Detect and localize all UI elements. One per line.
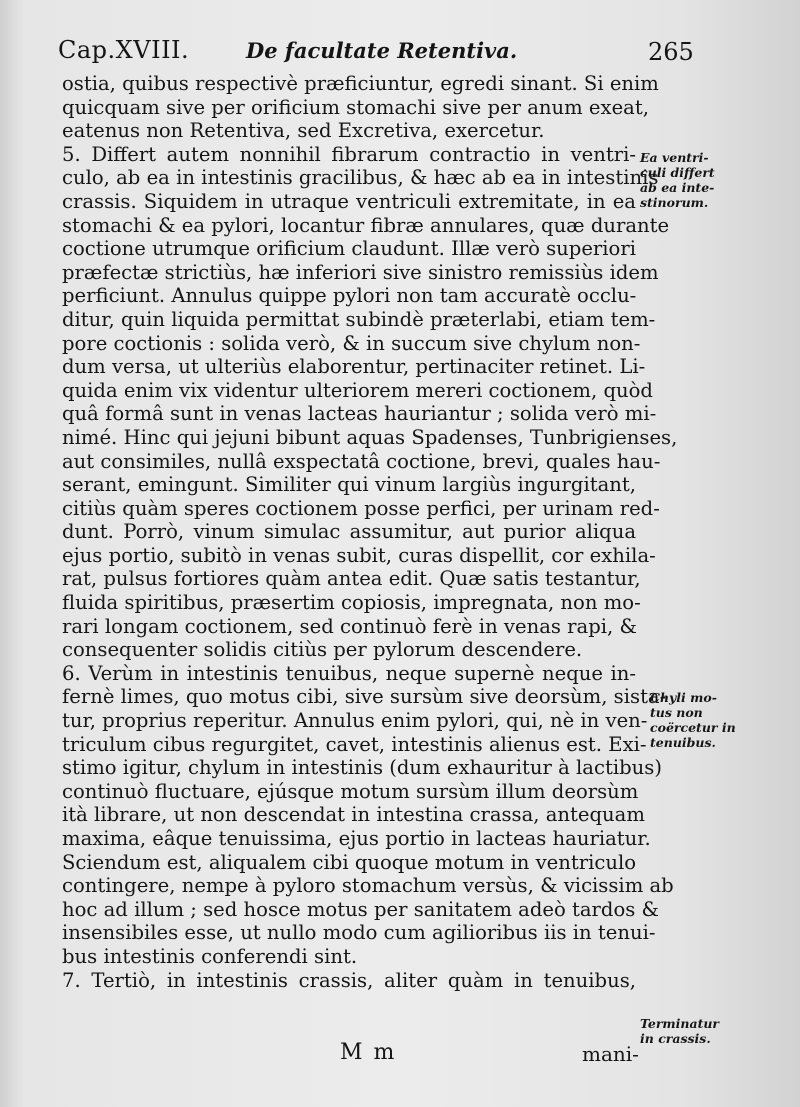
margin-note-line: tus non <box>650 705 703 720</box>
text-line: hoc ad illum ; sed hosce motus per sanitatem adeò tardos & <box>62 897 659 921</box>
text-line: bus intestinis conferendi sint. <box>62 944 358 968</box>
text-line: ejus portio, subitò in venas subit, curas dispellit, cor exhila- <box>62 543 656 567</box>
text-line: rari longam coctionem, sed continuò ferè in venas rapi, & <box>62 614 637 638</box>
text-line: eatenus non Retentiva, sed Excretiva, exercetur. <box>62 119 545 143</box>
margin-note-line: culi differt <box>640 165 715 180</box>
margin-note-line: tenuibus. <box>650 735 716 750</box>
text-line: 5. Differt autem nonnihil fibrarum contractio in ventri- <box>62 142 636 166</box>
text-line: consequenter solidis citiùs per pylorum descendere. <box>62 638 583 662</box>
text-line: triculum cibus regurgitet, cavet, intestinis alienus est. Exi- <box>62 732 647 756</box>
text-line: Sciendum est, aliqualem cibi quoque motum in ventriculo <box>62 850 637 874</box>
text-line: insensibiles esse, ut nullo modo cum agilioribus iis in tenui- <box>62 921 656 945</box>
margin-note-line: stinorum. <box>640 195 709 210</box>
text-line: aut consimiles, nullâ exspectatâ coctione, brevi, quales hau- <box>62 449 661 473</box>
text-line: perficiunt. Annulus quippe pylori non tam accuratè occlu- <box>62 284 637 308</box>
text-line: ità librare, ut non descendat in intestina crassa, antequam <box>62 803 645 827</box>
text-line: stimo igitur, chylum in intestinis (dum exhauritur à lactibus) <box>62 756 662 780</box>
margin-note-line: coërcetur in <box>650 720 736 735</box>
text-line: continuò fluctuare, ejúsque motum sursùm illum deorsùm <box>62 779 639 803</box>
margin-note-line: Terminatur <box>640 1016 720 1031</box>
text-line: fernè limes, quo motus cibi, sive sursùm sive deorsùm, sista- <box>62 685 667 709</box>
text-line: ostia, quibus respectivè præficiuntur, egredi sinant. Si enim <box>62 72 659 95</box>
signature-mark: M m <box>340 1040 397 1065</box>
margin-note-line: Ea ventri- <box>640 150 709 165</box>
text-line: quida enim vix videntur ulteriorem mereri coctionem, quòd <box>62 378 653 402</box>
chapter-number: Cap.XVIII. <box>58 36 190 64</box>
text-line: culo, ab ea in intestinis gracilibus, & hæc ab ea in intestinis <box>62 166 659 190</box>
margin-note-line: Chyli mo- <box>650 690 717 705</box>
text-line: serant, emingunt. Similiter qui vinum largiùs ingurgitant, <box>62 473 636 497</box>
text-line: dum versa, ut ulteriùs elaborentur, pertinaciter retinet. Li- <box>62 355 646 379</box>
margin-note-ventriculus <box>640 150 715 210</box>
text-line: 7. Tertiò, in intestinis crassis, aliter quàm in tenuibus, <box>62 968 636 992</box>
running-title: De facultate Retentiva. <box>246 38 518 63</box>
running-header <box>58 36 678 70</box>
text-line: pore coctionis : solida verò, & in succum sive chylum non- <box>62 331 641 355</box>
catchword: mani- <box>582 1042 639 1066</box>
text-line: fluida spiritibus, præsertim copiosis, impregnata, non mo- <box>62 591 641 615</box>
text-line: contingere, nempe à pyloro stomachum versùs, & vicissim ab <box>62 874 674 898</box>
text-line: crassis. Siquidem in utraque ventriculi extremitate, in ea <box>62 189 636 213</box>
text-line: rat, pulsus fortiores quàm antea edit. Quæ satis testantur, <box>62 567 641 591</box>
margin-note-line: ab ea inte- <box>640 180 715 195</box>
text-line: præfectæ strictiùs, hæ inferiori sive sinistro remissiùs idem <box>62 260 659 284</box>
margin-note-terminatur <box>640 1016 719 1046</box>
margin-note-line: in crassis. <box>640 1031 711 1046</box>
text-line: maxima, eâque tenuissima, ejus portio in lacteas hauriatur. <box>62 827 651 850</box>
text-line: citiùs quàm speres coctionem posse perfici, per urinam red- <box>62 496 660 520</box>
text-line: stomachi & ea pylori, locantur fibræ annulares, quæ durante <box>62 213 670 237</box>
text-line: tur, proprius reperitur. Annulus enim pylori, qui, nè in ven- <box>62 709 648 733</box>
text-line: coctione utrumque orificium claudunt. Illæ verò superiori <box>62 237 636 261</box>
text-line: quicquam sive per orificium stomachi sive per anum exeat, <box>62 95 649 119</box>
text-line: nimé. Hinc qui jejuni bibunt aquas Spadenses, Tunbrigienses, <box>62 425 678 449</box>
text-line: quâ formâ sunt in venas lacteas hauriantur ; solida verò mi- <box>62 402 657 426</box>
margin-note-chyli-motus <box>650 690 736 750</box>
text-line: 6. Verùm in intestinis tenuibus, neque supernè neque in- <box>62 661 636 685</box>
text-line: dunt. Porrò, vinum simulac assumitur, aut purior aliqua <box>62 520 636 544</box>
text-line: ditur, quin liquida permittat subindè præterlabi, etiam tem- <box>62 307 656 331</box>
page-number: 265 <box>648 38 694 66</box>
